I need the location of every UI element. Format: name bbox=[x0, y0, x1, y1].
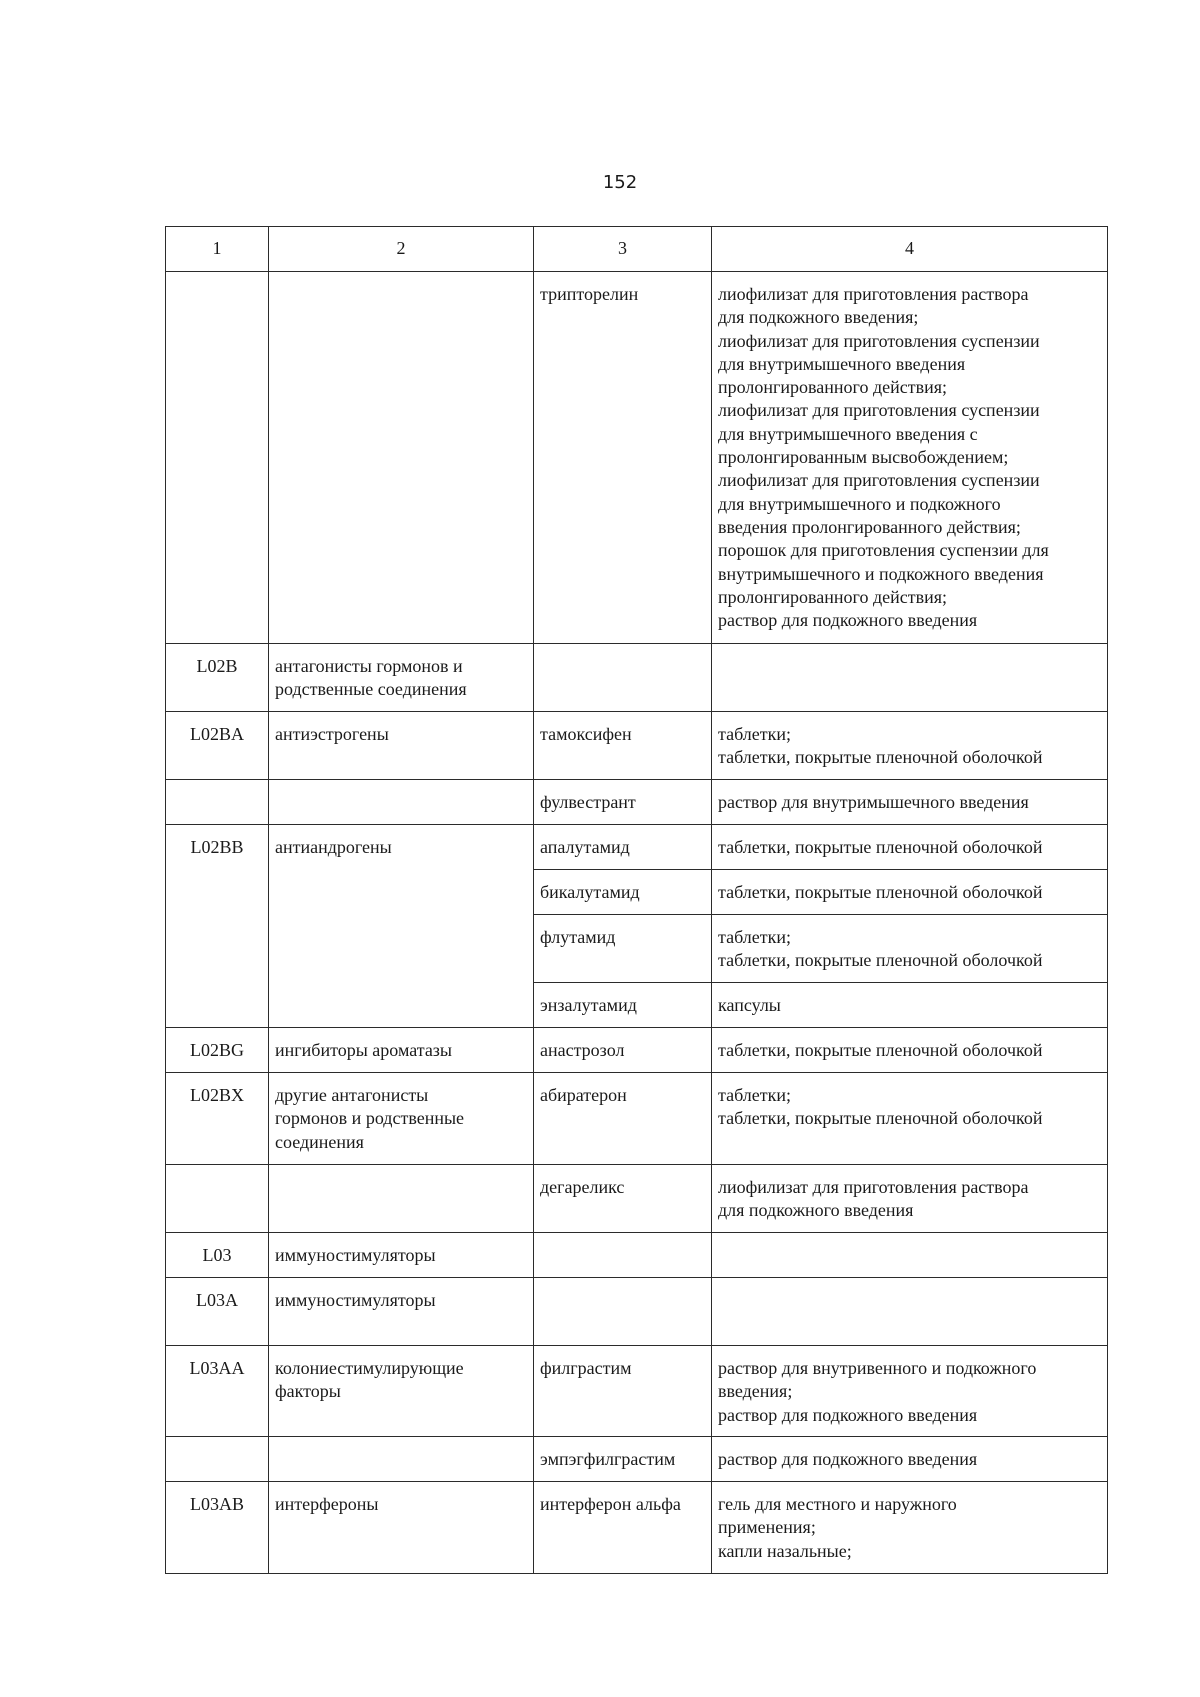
dosage-forms bbox=[712, 1482, 1108, 1574]
drug-name: энзалутамид bbox=[534, 983, 712, 1028]
group-name bbox=[269, 780, 534, 825]
dosage-form-line: таблетки; bbox=[718, 1085, 792, 1105]
group-name-line: другие антагонисты bbox=[275, 1085, 429, 1105]
dosage-forms bbox=[712, 712, 1108, 780]
dosage-form-line: введения; bbox=[718, 1381, 793, 1402]
atc-code: L02BG bbox=[166, 1028, 269, 1073]
group-name-line: интерфероны bbox=[275, 1494, 379, 1514]
dosage-form-line: для внутримышечного и подкожного bbox=[718, 493, 1001, 514]
dosage-forms bbox=[712, 1028, 1108, 1073]
dosage-form-line: раствор для подкожного введения bbox=[718, 610, 978, 631]
group-name bbox=[269, 983, 534, 1028]
drug-name: эмпэгфилграстим bbox=[534, 1437, 712, 1482]
group-name-line: факторы bbox=[275, 1381, 341, 1402]
group-name bbox=[269, 1346, 534, 1437]
dosage-form-line: применения; bbox=[718, 1517, 816, 1538]
dosage-form-line: порошок для приготовления суспензии для bbox=[718, 540, 1049, 561]
table-row bbox=[166, 1278, 1108, 1346]
atc-code bbox=[166, 1437, 269, 1482]
dosage-forms bbox=[712, 1346, 1108, 1437]
dosage-form-line: гель для местного и наружного bbox=[718, 1494, 957, 1514]
dosage-form-line: таблетки, покрытые пленочной оболочкой bbox=[718, 882, 1043, 902]
drug-name: фулвестрант bbox=[534, 780, 712, 825]
dosage-form-line: пролонгированного действия; bbox=[718, 586, 948, 607]
group-name bbox=[269, 825, 534, 870]
table-row bbox=[166, 870, 1108, 915]
atc-code bbox=[166, 870, 269, 915]
dosage-form-line: для подкожного введения; bbox=[718, 307, 919, 328]
group-name-line: колониестимулирующие bbox=[275, 1358, 464, 1378]
dosage-form-line: раствор для внутривенного и подкожного bbox=[718, 1358, 1037, 1378]
drug-name: дегареликс bbox=[534, 1165, 712, 1233]
dosage-forms bbox=[712, 983, 1108, 1028]
dosage-form-line: капли назальные; bbox=[718, 1540, 852, 1561]
group-name-line: соединения bbox=[275, 1131, 364, 1152]
dosage-forms bbox=[712, 1233, 1108, 1278]
atc-code bbox=[166, 915, 269, 983]
dosage-form-line: для подкожного введения bbox=[718, 1200, 914, 1221]
dosage-form-line: таблетки, покрытые пленочной оболочкой bbox=[718, 837, 1043, 857]
dosage-form-line: лиофилизат для приготовления суспензии bbox=[718, 330, 1040, 351]
atc-code: L02B bbox=[166, 644, 269, 712]
group-name bbox=[269, 1165, 534, 1233]
dosage-forms bbox=[712, 915, 1108, 983]
drug-name: апалутамид bbox=[534, 825, 712, 870]
table-row bbox=[166, 1437, 1108, 1482]
group-name-line: родственные соединения bbox=[275, 679, 467, 700]
table-row bbox=[166, 983, 1108, 1028]
drug-name: бикалутамид bbox=[534, 870, 712, 915]
header-col-3: 3 bbox=[534, 227, 712, 272]
group-name bbox=[269, 1482, 534, 1574]
dosage-form-line: лиофилизат для приготовления суспензии bbox=[718, 470, 1040, 491]
table-row bbox=[166, 712, 1108, 780]
table-row bbox=[166, 1073, 1108, 1165]
table-row bbox=[166, 825, 1108, 870]
table-row bbox=[166, 780, 1108, 825]
atc-code: L03AA bbox=[166, 1346, 269, 1437]
group-name-line: гормонов и родственные bbox=[275, 1108, 465, 1129]
dosage-form-line: таблетки, покрытые пленочной оболочкой bbox=[718, 1108, 1043, 1129]
group-name bbox=[269, 1233, 534, 1278]
atc-code: L03A bbox=[166, 1278, 269, 1346]
table-header-row bbox=[166, 227, 1108, 272]
medication-table bbox=[165, 226, 1108, 1574]
table-row bbox=[166, 1028, 1108, 1073]
header-col-4: 4 bbox=[712, 227, 1108, 272]
drug-name bbox=[534, 644, 712, 712]
dosage-form-line: таблетки, покрытые пленочной оболочкой bbox=[718, 950, 1043, 971]
dosage-forms bbox=[712, 870, 1108, 915]
table-row bbox=[166, 1346, 1108, 1437]
group-name-line: антиэстрогены bbox=[275, 724, 389, 744]
table-row bbox=[166, 1233, 1108, 1278]
group-name bbox=[269, 1028, 534, 1073]
group-name-line: иммуностимуляторы bbox=[275, 1245, 436, 1265]
group-name bbox=[269, 1073, 534, 1165]
drug-name: флутамид bbox=[534, 915, 712, 983]
dosage-forms bbox=[712, 1165, 1108, 1233]
header-col-2: 2 bbox=[269, 227, 534, 272]
drug-name bbox=[534, 1233, 712, 1278]
atc-code: L02BB bbox=[166, 825, 269, 870]
table-row bbox=[166, 272, 1108, 644]
dosage-forms bbox=[712, 272, 1108, 644]
atc-code bbox=[166, 272, 269, 644]
dosage-forms bbox=[712, 1437, 1108, 1482]
atc-code: L02BA bbox=[166, 712, 269, 780]
drug-name: абиратерон bbox=[534, 1073, 712, 1165]
dosage-form-line: пролонгированным высвобождением; bbox=[718, 447, 1009, 468]
dosage-forms bbox=[712, 1073, 1108, 1165]
dosage-form-line: введения пролонгированного действия; bbox=[718, 516, 1021, 537]
dosage-forms bbox=[712, 1278, 1108, 1346]
table-row bbox=[166, 1165, 1108, 1233]
group-name bbox=[269, 1278, 534, 1346]
drug-name: анастрозол bbox=[534, 1028, 712, 1073]
dosage-form-line: капсулы bbox=[718, 995, 781, 1015]
table-row bbox=[166, 915, 1108, 983]
atc-code bbox=[166, 1165, 269, 1233]
drug-name bbox=[534, 1278, 712, 1346]
drug-name: трипторелин bbox=[534, 272, 712, 644]
group-name bbox=[269, 712, 534, 780]
table-row bbox=[166, 1482, 1108, 1574]
atc-code: L02BX bbox=[166, 1073, 269, 1165]
dosage-forms bbox=[712, 644, 1108, 712]
group-name bbox=[269, 1437, 534, 1482]
atc-code bbox=[166, 780, 269, 825]
header-col-1: 1 bbox=[166, 227, 269, 272]
dosage-form-line: таблетки, покрытые пленочной оболочкой bbox=[718, 747, 1043, 768]
dosage-form-line: лиофилизат для приготовления раствора bbox=[718, 284, 1029, 304]
group-name-line: иммуностимуляторы bbox=[275, 1290, 436, 1310]
dosage-form-line: раствор для подкожного введения bbox=[718, 1449, 978, 1469]
dosage-form-line: лиофилизат для приготовления суспензии bbox=[718, 400, 1040, 421]
atc-code bbox=[166, 983, 269, 1028]
atc-code: L03 bbox=[166, 1233, 269, 1278]
dosage-forms bbox=[712, 825, 1108, 870]
dosage-form-line: для внутримышечного введения с bbox=[718, 423, 978, 444]
drug-name: филграстим bbox=[534, 1346, 712, 1437]
dosage-forms bbox=[712, 780, 1108, 825]
dosage-form-line: раствор для внутримышечного введения bbox=[718, 792, 1029, 812]
dosage-form-line: таблетки; bbox=[718, 927, 792, 947]
dosage-form-line: таблетки; bbox=[718, 724, 792, 744]
dosage-form-line: пролонгированного действия; bbox=[718, 377, 948, 398]
group-name-line: ингибиторы ароматазы bbox=[275, 1040, 453, 1060]
group-name bbox=[269, 272, 534, 644]
drug-name: интерферон альфа bbox=[534, 1482, 712, 1574]
atc-code: L03AB bbox=[166, 1482, 269, 1574]
group-name-line: антагонисты гормонов и bbox=[275, 656, 463, 676]
dosage-form-line: раствор для подкожного введения bbox=[718, 1404, 978, 1425]
group-name-line: антиандрогены bbox=[275, 837, 392, 857]
dosage-form-line: лиофилизат для приготовления раствора bbox=[718, 1177, 1029, 1197]
drug-name: тамоксифен bbox=[534, 712, 712, 780]
dosage-form-line: для внутримышечного введения bbox=[718, 353, 966, 374]
group-name bbox=[269, 644, 534, 712]
dosage-form-line: таблетки, покрытые пленочной оболочкой bbox=[718, 1040, 1043, 1060]
table-row bbox=[166, 644, 1108, 712]
page-number: 152 bbox=[602, 172, 638, 193]
dosage-form-line: внутримышечного и подкожного введения bbox=[718, 563, 1044, 584]
group-name bbox=[269, 915, 534, 983]
group-name bbox=[269, 870, 534, 915]
